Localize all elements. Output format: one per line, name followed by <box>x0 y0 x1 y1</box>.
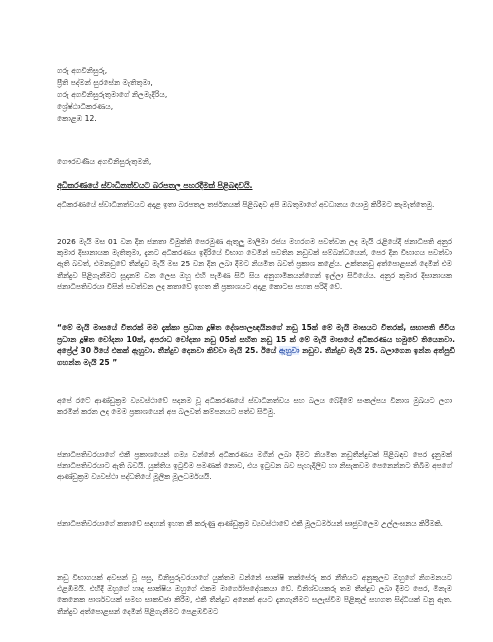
paragraph-text: ජනාධිපතිවරයාගේ එකී ප්‍රකාශයෙන් ගම්‍ය වන්නේ අධිකරණය මගින් ලබා දීමට නියමිත නඩුතීන්දුවක් පිළිබඳව පෙර දැනුමක් ජනාධිපතිවරයාට ඇති බවයි. යුක්තිය ඉටුවීම පමණක් නොව, එය ඉටුවන බව පැහැදිලිව හා නිසැකවම පෙනෙන්නට තිබීම අපගේ ආණ්ඩුක්‍රම ව්‍යවස්ථා පද්ධතියේ මූලික මූලධර්මයයි. <box>57 450 452 482</box>
paragraph-event <box>57 236 452 292</box>
paragraph-text: අපේ රටේ ආණ්ඩුක්‍රම ව්‍යවස්ථාවේ පදනම වූ අධිකරණයේ ස්වාධීනත්වය සහ බලය බේදීමේ සංකල්පය විනාශ මුඛයට ලගා කරමින් කරන ලද මෙම ප්‍රකාශයෙන් අප බලවත් කම්පනයට පත්ව සිටිමු. <box>57 396 452 417</box>
paragraph-text: 2026 මැයි මස 01 වන දින ජනතා විමුක්ති පෙරමුණ ඇතුලු මාලිමා රජය මහරගම පවත්වන ලද මැයි රැළියේදී ජනාධිපති අනුර කුමාර දිසානායක මැතිතුමා, දැනට අධිකරණය ඉදිරියේ විභාග වෙමින් පවතින නඩුවක් සම්බන්ධයෙන්, පෙර දින විභාගය පවත්වා ඇති බවත්, එමනඩුවේ තීන්දුව මැයි මස 25 වන දින ලබා දීමට නියමිත බවත් ප්‍රකාශ කළේය. උක්තනඩු අත්පොළසන් දෙමින් එම තීන්දුව පිළිගැනීමට සූදානම් වන ලෙස ඔහු එහි පැමිණ සිටි සිය අනුගාමිකයන්ගෙන් ඉල්ලා සිටියේය. අනුර කුමාර දිසානායක ජනාධිපතිවරයා විසින් පවත්වන ලද කතාවේ ඉහත කී ප්‍රකාශයට අදාළ කොටස පහත පරිදි වේ. <box>57 237 452 291</box>
paragraph-principle <box>57 449 452 483</box>
paragraph-violation <box>57 518 452 529</box>
highlighted-word: ඇහුවා <box>278 346 300 356</box>
paragraph-intro <box>57 199 452 210</box>
address-line-2: ප්‍රීති පද්මන් සුරසේන මැතිතුමා, <box>57 78 153 87</box>
paragraph-text: අධිකරණයේ ස්වාධීනත්වයට අදාළ ඉතා බරපතල තර්ජනයක් පිළිබඳව අපි ඔබතුමාගේ අවධානය යොමු කිරීමට කැමැත්තෙමු. <box>57 200 435 209</box>
quote-text-after: නඩුව. තීන්දුව මැයි 25. බලාගෙන ඉන්න අත්පුඩි ගහන්න මැයි 25 ” <box>57 346 455 367</box>
paragraph-judgement <box>57 572 452 617</box>
subject-heading: අධිකරණයේ ස්වාධීනත්වයට බරපතල පහරදීමක් පිළිබඳවයි. <box>57 181 253 190</box>
speech-quote <box>57 322 455 368</box>
address-line-5: කොළඹ 12. <box>57 114 97 123</box>
paragraph-text: ජනාධිපතිවරයාගේ කතාවේ සඳහන් ඉහත කී කරුණු ආණ්ඩුක්‍රම ව්‍යවස්ථාවේ එකී මූලධර්මයන් සෘජුවලෙම උල්ලංඝනය කිරීමකි. <box>57 519 443 528</box>
address-line-4: ශ්‍රේෂ්ඨාධිකරණය, <box>57 102 114 111</box>
paragraph-text: නඩු විභාගයක් අවසන් වූ පසු, විනිසුරුවරයාගේ යුක්තම වන්නේ සාක්ෂි තක්සේරු කර නීතියට අනුකූලව ඔහුගේ නිගමනයට එළඹීමයි. එහිදී ඔහුගේ හෘද සාක්ෂිය ඔහුගේ එකම මාර්ගෝපදේශකයා වේ. විනිශ්චයකරු තම තීන්දුව ලබා දීමට පෙර, මීනැම කෙනෙක පාර්ශවයක් සමඟ සාකච්ඡා කිරීම, එකී තීන්දුව අනෙක් අයට දැනගැනීමට සලැස්වීම පිළිකුල් සහගත සිද්ධියක් වනු ඇත. තීන්දුව අත්පොළසන් දෙමින් පිළිගැනීමට පෙළඹවීමට <box>57 573 452 616</box>
address-line-1: ගරු අගවිනිසුරු, <box>57 66 108 75</box>
address-line-3: ගරු අගවිනිසුරුතුමාගේ නිලමැදිරිය, <box>57 90 168 99</box>
salutation: ගෞරවණීය අගවිනිසුරුතුමනි, <box>57 157 152 166</box>
quote-text-before: “මේ මැයි මාසයේ විතරක් මම දැක්කා ප්‍රධාන දූෂිත දේශපාලඥයිනගේ නඩු 15ක් මේ මැයි මාසයට විතරක්, සභාපති ජිවිය ප්‍රධාන දූෂිත චෝදනා 10ක්, අපරාධ චෝදනා නඩු 05ක් සහිත නඩු 15 ක් මේ මැයි මාසයේ අධිකරණය හමුවේ තියෙනවා. අප්‍රේල් 30 ඊයේ එකක් ඇහුවා. තීන්දුව දෙනවා කිව්වා මැයි 25. ඊයේ <box>57 323 455 356</box>
paragraph-shock <box>57 395 452 417</box>
